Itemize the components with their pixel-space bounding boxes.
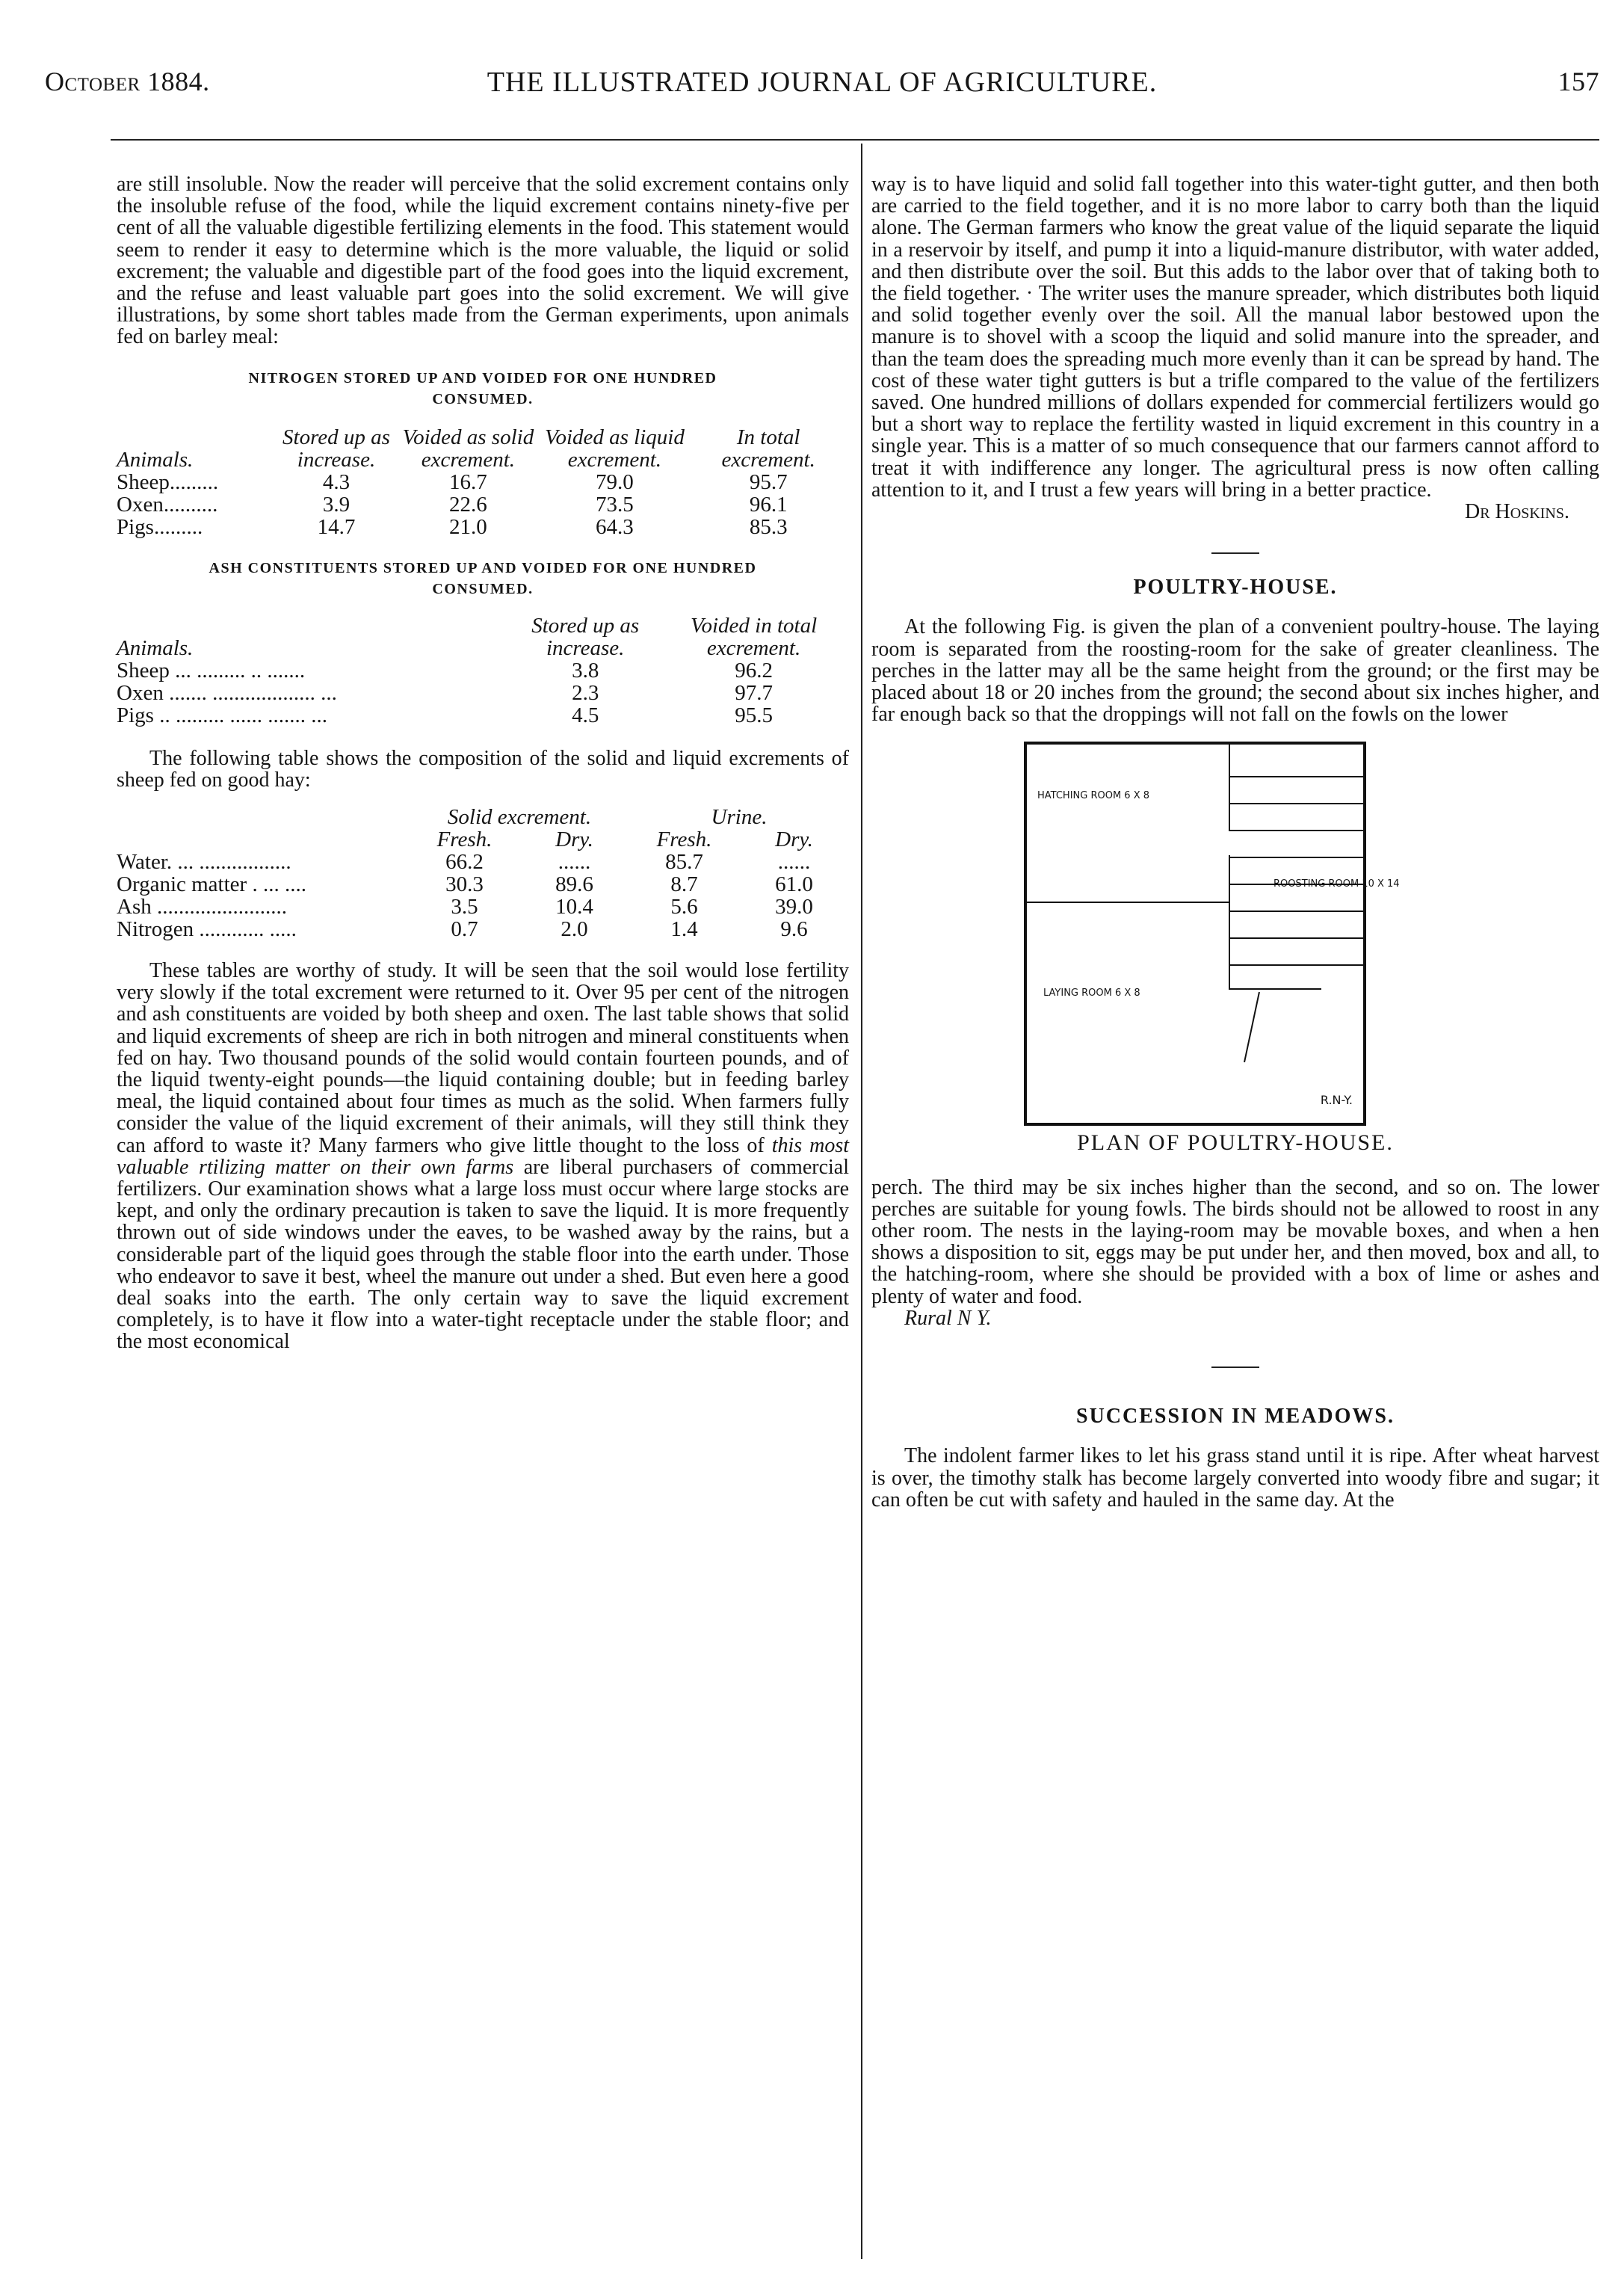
perch-line [1229, 964, 1363, 966]
table-row [117, 516, 849, 538]
page-header [45, 66, 1599, 108]
table-row [117, 493, 849, 516]
wall [1229, 988, 1321, 990]
group-header: Urine. [711, 805, 768, 830]
table-cell: 95.5 [735, 703, 773, 727]
row-label: Ash ........................ [117, 895, 287, 919]
paragraph: The following table shows the composition of the solid and liquid excrements of sheep fed on good hay: [117, 746, 849, 792]
row-label: Oxen.......... [117, 492, 218, 517]
table-cell: 61.0 [775, 872, 813, 897]
row-label: Water. ... ................. [117, 850, 291, 875]
column-header: Stored up as increase. [531, 613, 640, 660]
italic-phrase: this most valuable rtilizing matter on their own farms [117, 1133, 849, 1179]
row-label: Sheep......... [117, 469, 219, 494]
table-cell: 4.5 [572, 703, 599, 727]
wall [1027, 902, 1229, 903]
perch-line [1229, 776, 1363, 777]
table-row [117, 471, 849, 493]
journal-title: THE ILLUSTRATED JOURNAL OF AGRICULTURE. [487, 67, 1158, 98]
table-cell: 30.3 [445, 872, 484, 897]
table-cell: 2.0 [561, 917, 588, 942]
left-column [117, 173, 849, 1353]
figure-caption: PLAN OF POULTRY-HOUSE. [1077, 1130, 1394, 1156]
column-header: Stored up as increase. [282, 425, 390, 472]
table-row [117, 682, 849, 704]
table-cell: 95.7 [749, 469, 788, 494]
roosting-room-label: ROOSTING ROOM 10 X 14 [1273, 878, 1400, 890]
hatching-room-label: HATCHING ROOM 6 X 8 [1037, 790, 1150, 802]
perch-line [1229, 803, 1363, 804]
paragraph-text: These tables are worthy of study. It will be seen that the soil would lose fertility very slowly if the total excrement were returned to it. Over 95 per cent of the nitrogen and ash constituents are voided by both sheep and oxen. The last table shows that solid and liquid excrements of sheep are rich in both nitrogen and mineral constituents when fed on hay. Two thousand pounds of the solid would contain fourteen pounds, and of the liquid twenty-eight pounds—the liquid containing double; but in feeding barley meal, the liquid contained about four times as much as the solid. When farmers fully consider the value of the liquid excrement of their animals, will they still think they can afford to waste it? Many farmers who give little thought to the loss of [117, 959, 849, 1157]
paragraph: At the following Fig. is given the plan of a convenient poultry-house. The laying room is separated from the roosting-room for the sake of greater cleanliness. The perches in the latter may all be the same height from the ground; or the first may be placed about 18 or 20 inches from the ground; the second about six inches higher, and far enough back so that the droppings will not fall on the fowls on the lower [871, 615, 1599, 727]
door [1244, 992, 1260, 1062]
row-label: Nitrogen ............ ..... [117, 917, 297, 942]
row-label: Oxen ....... ................... ... [117, 680, 337, 705]
table-cell: 85.7 [665, 850, 703, 875]
row-label: Pigs......... [117, 514, 203, 539]
table-cell: 96.2 [735, 658, 773, 683]
perch-line [1229, 884, 1363, 885]
table-cell: ...... [558, 850, 591, 875]
poultry-house-plan [1024, 742, 1400, 1126]
table-row [117, 873, 849, 896]
table-cell: 14.7 [317, 514, 356, 539]
perch-line [1229, 937, 1363, 939]
section-title: SUCCESSION IN MEADOWS. [1076, 1405, 1395, 1429]
paragraph: perch. The third may be six inches higher than the second, and so on. The lower perches are suitable for young fowls. The birds should not be allowed to roost in any other room. The nests in the laying-room may be movable boxes, and when a hen shows a disposition to sit, eggs may be put under her, and then moved, box and all, to the hatching-room, where she should be provided with a box of lime or ashes and plenty of water and food. [871, 1175, 1599, 1308]
sheep-excrement-table [117, 806, 849, 940]
source-credit: Rural N Y. [904, 1306, 992, 1330]
paragraph [117, 960, 849, 1353]
paragraph: way is to have liquid and solid fall together into this water-tight gutter, and then both are carried to the field together, and it is no more labor to carry both than the liquid alone. The German farmers who know the great value of the liquid separate the liquid in a reservoir by itself, and pump it into a liquid-manure distributor, with water added, and then distribute over the soil. But this adds to the labor over that of taking both to the field together. · The writer uses the manure spreader, which distributes both liquid and solid together evenly over the soil. All the manual labor bestowed upon the manure is to shovel with a scoop the liquid and solid manure into the spreader, and than the team does the spreading much more evenly than it can be spread by hand. The cost of these water tight gutters is but a trifle compared to the value of the fertilizers saved. One hundred millions of dollars expended for commercial fertilizers would go but a short way to replace the fertility wasted in liquid excrement in this country in a single year. This is a matter of so much consequence that our farmers cannot afford to treat it with indifference any longer. The agricultural press is now often calling attention to it, and I trust a few years will bring in a better practice. [871, 173, 1599, 502]
laying-room-label: LAYING ROOM 6 X 8 [1043, 988, 1140, 999]
right-column [871, 173, 1599, 1511]
paragraph-text: are liberal purchasers of commercial fertilizers. Our examination shows what a large loss must occur where large stocks are kept, and only the ordinary precaution is taken to save the liquid. It is more frequently thrown out of side windows under the eaves, to be washed away by the rains, but a considerable part of the liquid goes through the stable floor into the earth under. Those who endeavor to save it best, wheel the manure out under a shed. But even here a good deal soaks into the earth. The only certain way to save the liquid excrement completely, is to have it flow into a water-tight receptacle under the stable floor; and the most economical [117, 1155, 849, 1354]
table-row [117, 896, 849, 918]
column-header: Dry. [775, 828, 813, 852]
perch-line [1229, 911, 1363, 912]
table-cell: 4.3 [322, 469, 351, 494]
perch-line [1229, 830, 1363, 831]
table-cell: 39.0 [775, 895, 813, 919]
table-caption: NITROGEN STORED UP AND VOIDED FOR ONE HUNDRED CONSUMED. [248, 369, 717, 407]
column-header: Animals. [117, 447, 194, 472]
table-cell: 73.5 [596, 492, 634, 517]
column-header: Voided as solid excrement. [402, 425, 534, 472]
section-title: POULTRY-HOUSE. [1133, 576, 1338, 600]
column-header: Fresh. [436, 828, 493, 852]
column-header: Animals. [117, 635, 194, 660]
table-row [117, 918, 849, 940]
issue-date: October 1884. [45, 67, 210, 96]
page-number: 157 [1557, 67, 1599, 96]
table-cell: 0.7 [451, 917, 478, 942]
table-cell: 8.7 [670, 872, 698, 897]
table-cell: 97.7 [735, 680, 773, 705]
table-cell: 2.3 [572, 680, 599, 705]
table-cell: ...... [777, 850, 811, 875]
column-header: Dry. [555, 828, 593, 852]
table-cell: 5.6 [670, 895, 698, 919]
table-cell: 22.6 [449, 492, 487, 517]
section-separator [1211, 552, 1259, 554]
paragraph: are still insoluble. Now the reader will perceive that the solid excrement contains only the insoluble refuse of the food, while the liquid excrement contains ninety-five per cent of all the valuable digestible fertilizing elements in the food. This statement would seem to render it easy to determine which is the more valuable, the liquid or solid excrement; the valuable and digestible part of the food goes into the liquid excrement, and the refuse and least valuable part goes into the solid excrement. We will give illustrations, by some short tables made from the German experiments, upon animals fed on barley meal: [117, 173, 849, 349]
column-header: Voided in total excrement. [691, 613, 818, 660]
header-rule [111, 139, 1599, 141]
table-row [117, 704, 849, 727]
table-cell: 21.0 [449, 514, 487, 539]
paragraph: The indolent farmer likes to let his grass stand until it is ripe. After wheat harvest is over, the timothy stalk has become largely converted into woody fibre and sugar; it can often be cut with safety and hauled in the same day. At the [871, 1444, 1599, 1512]
row-label: Organic matter . ... .... [117, 872, 306, 897]
table-cell: 64.3 [596, 514, 634, 539]
wall [1229, 855, 1230, 988]
section-separator [1211, 1367, 1259, 1368]
ash-table [117, 614, 849, 727]
table-cell: 96.1 [749, 492, 788, 517]
group-header: Solid excrement. [447, 805, 592, 830]
nitrogen-table [117, 426, 849, 538]
table-cell: 85.3 [749, 514, 788, 539]
table-cell: 3.9 [322, 492, 351, 517]
table-cell: 16.7 [449, 469, 487, 494]
table-cell: 89.6 [555, 872, 593, 897]
table-cell: 79.0 [596, 469, 634, 494]
table-cell: 1.4 [670, 917, 698, 942]
column-header: In total excrement. [721, 425, 815, 472]
row-label: Sheep ... ......... .. ....... [117, 658, 306, 683]
table-cell: 3.5 [451, 895, 478, 919]
table-row [117, 851, 849, 873]
table-cell: 9.6 [780, 917, 808, 942]
table-row [117, 659, 849, 682]
wall [1229, 745, 1230, 831]
column-header: Voided as liquid excrement. [544, 425, 685, 472]
column-header: Fresh. [656, 828, 712, 852]
row-label: Pigs .. ......... ...... ....... ... [117, 703, 327, 727]
column-divider [861, 144, 862, 2259]
table-cell: 3.8 [572, 658, 599, 683]
author-signature: Dr Hoskins. [1464, 500, 1569, 524]
table-cell: 66.2 [445, 850, 484, 875]
table-caption: ASH CONSTITUENTS STORED UP AND VOIDED FOR ONE HUNDRED CONSUMED. [209, 559, 757, 597]
perch-line [1229, 857, 1363, 858]
plan-credit: R.N-Y. [1320, 1093, 1353, 1108]
table-cell: 10.4 [555, 895, 593, 919]
